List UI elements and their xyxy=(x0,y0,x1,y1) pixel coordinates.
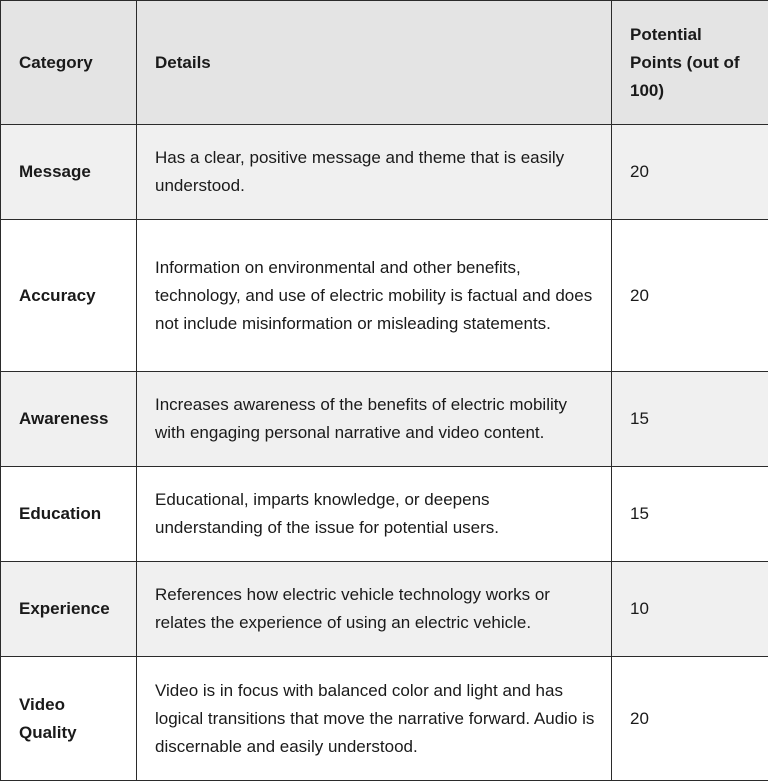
row-category: Accuracy xyxy=(1,220,137,372)
row-points: 15 xyxy=(612,467,768,562)
row-details: Video is in focus with balanced color and light and has logical transitions that move the narrative forward. Audio is discernable and easily understood. xyxy=(137,657,612,781)
table-header-row xyxy=(1,1,768,125)
header-details: Details xyxy=(137,1,612,125)
row-category: Experience xyxy=(1,562,137,657)
row-details: Increases awareness of the benefits of electric mobility with engaging personal narrative and video content. xyxy=(137,372,612,467)
table-row xyxy=(1,657,768,781)
header-category: Category xyxy=(1,1,137,125)
row-category: Awareness xyxy=(1,372,137,467)
row-points: 10 xyxy=(612,562,768,657)
table-row xyxy=(1,372,768,467)
row-points: 20 xyxy=(612,125,768,220)
row-points: 20 xyxy=(612,220,768,372)
row-details: References how electric vehicle technology works or relates the experience of using an electric vehicle. xyxy=(137,562,612,657)
header-points: Potential Points (out of 100) xyxy=(612,1,768,125)
table-row xyxy=(1,220,768,372)
table-row xyxy=(1,562,768,657)
row-category: Video Quality xyxy=(1,657,137,781)
row-category: Message xyxy=(1,125,137,220)
table-row xyxy=(1,467,768,562)
row-details: Information on environmental and other benefits, technology, and use of electric mobility is factual and does not include misinformation or misleading statements. xyxy=(137,220,612,372)
row-details: Educational, imparts knowledge, or deepens understanding of the issue for potential users. xyxy=(137,467,612,562)
row-points: 15 xyxy=(612,372,768,467)
row-details: Has a clear, positive message and theme that is easily understood. xyxy=(137,125,612,220)
row-category: Education xyxy=(1,467,137,562)
table-row xyxy=(1,125,768,220)
row-points: 20 xyxy=(612,657,768,781)
